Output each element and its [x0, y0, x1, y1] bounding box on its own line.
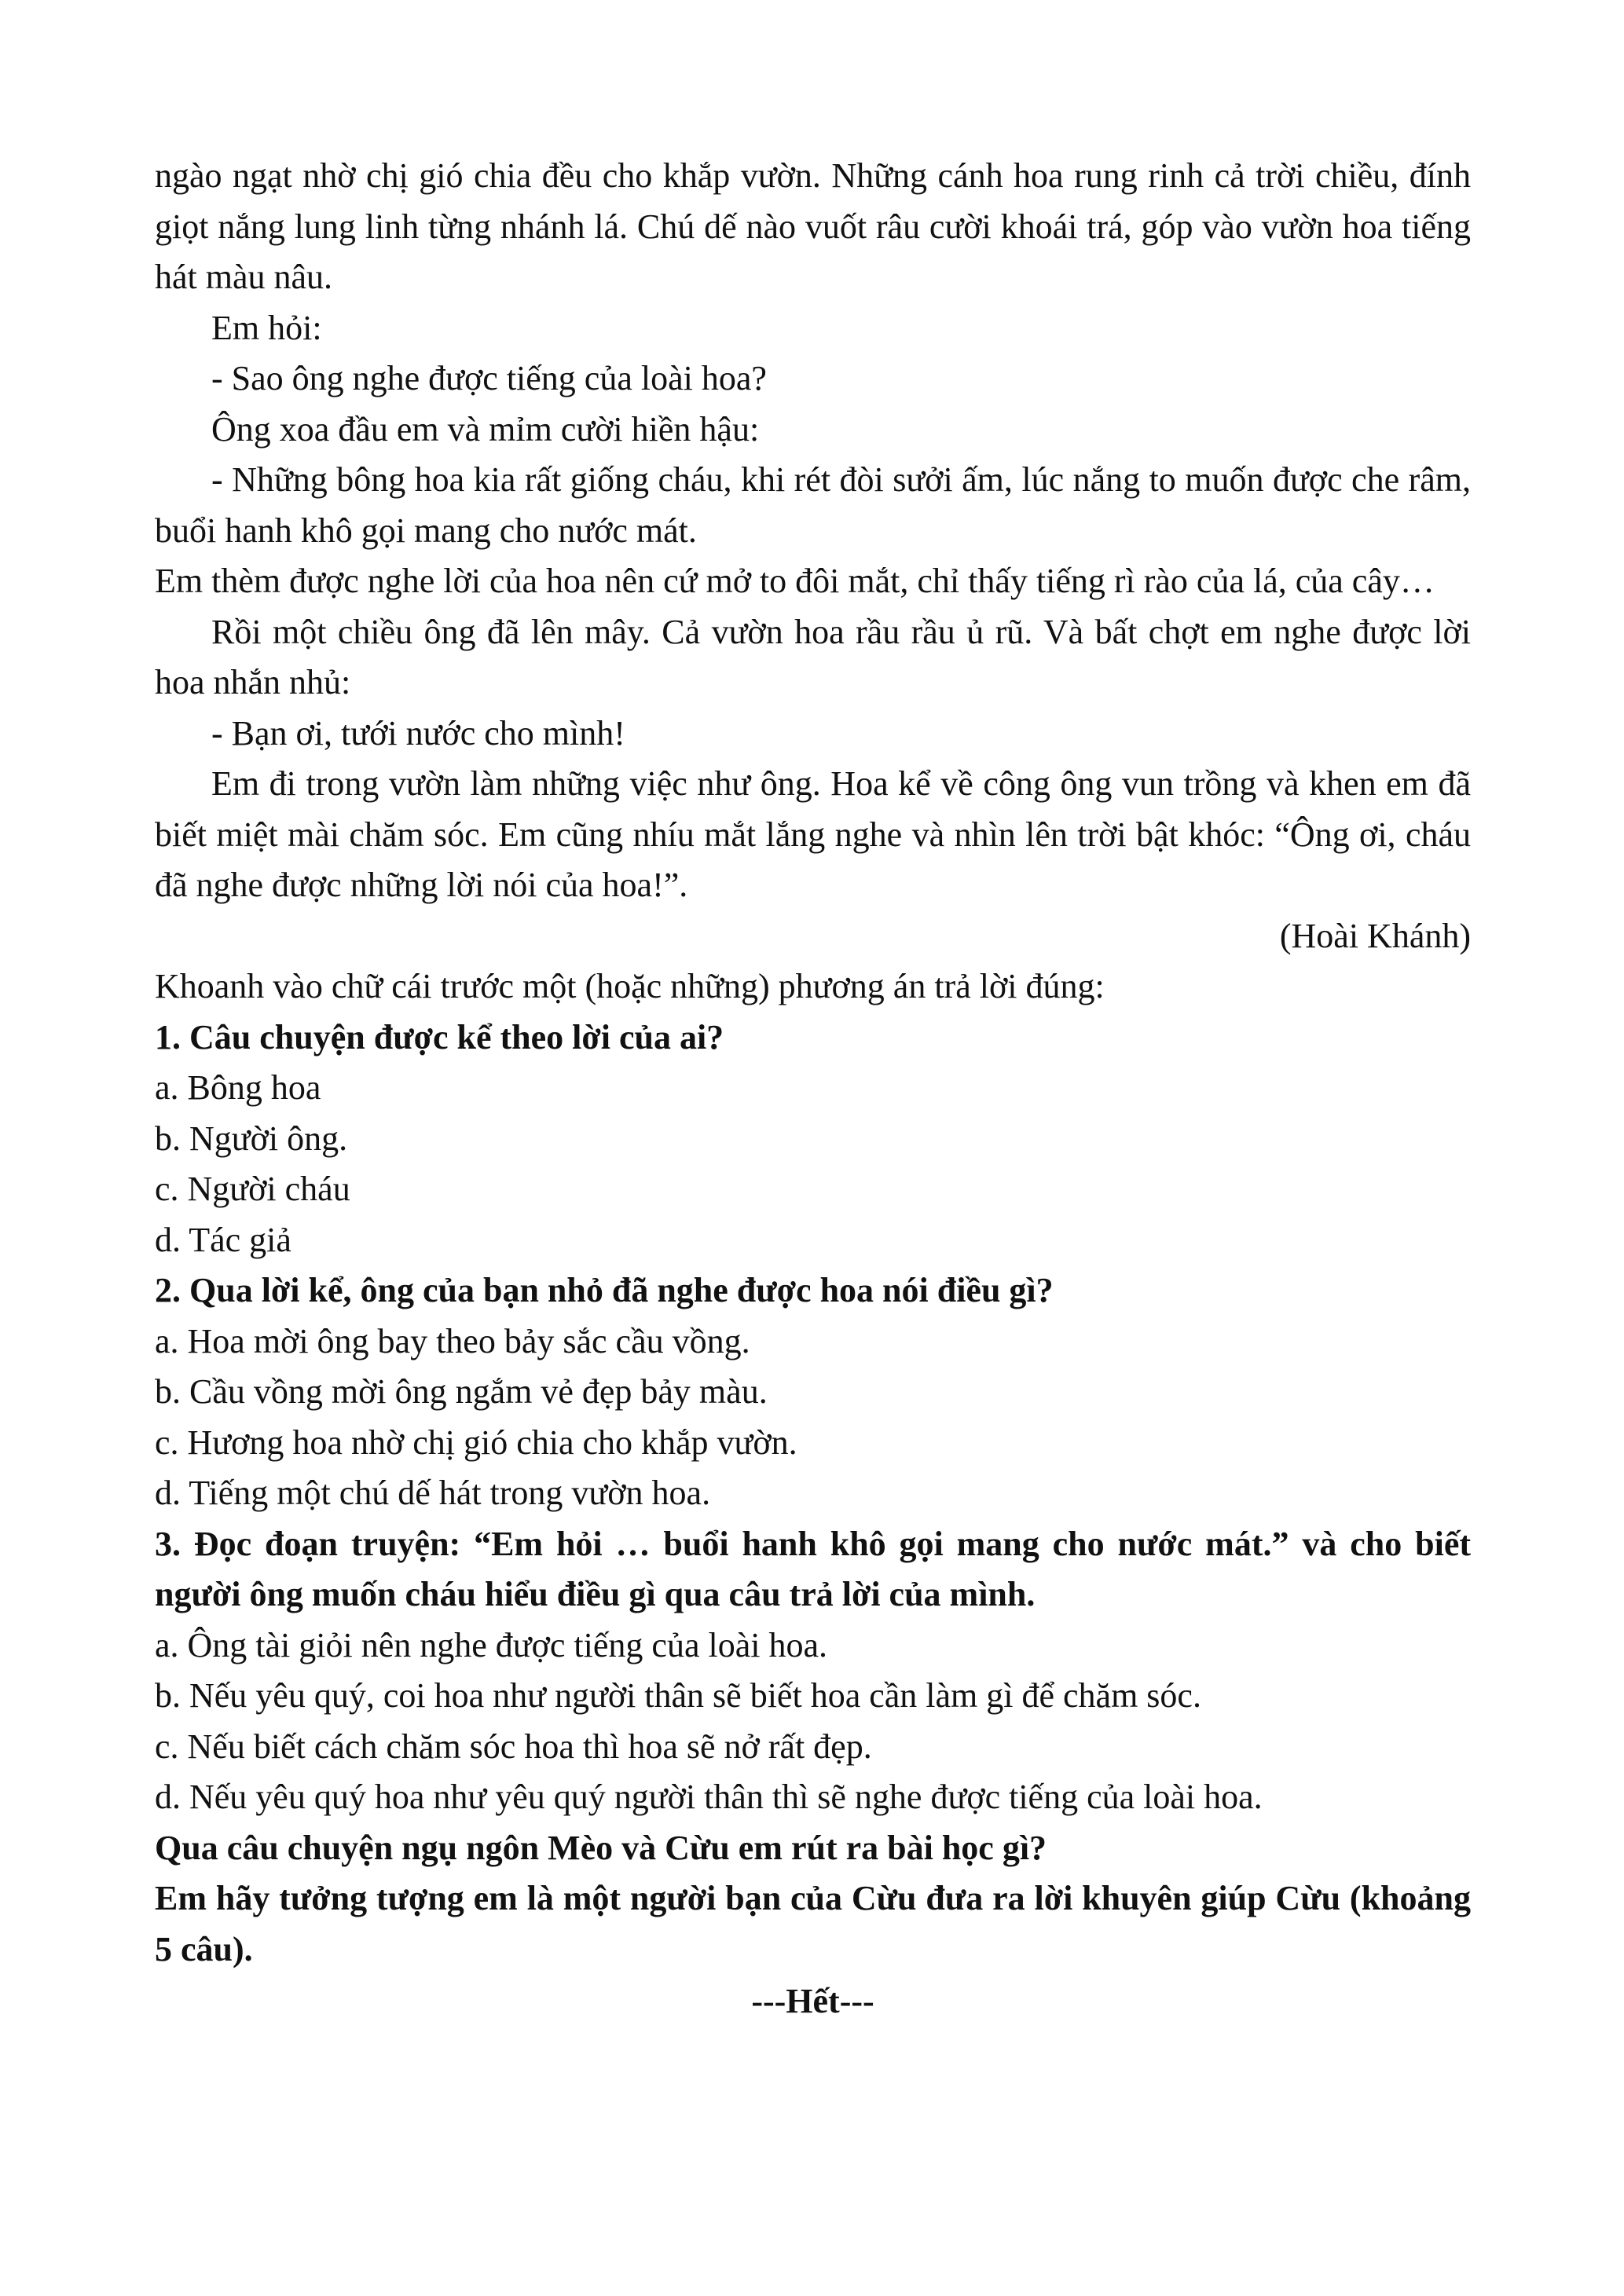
- story-paragraph: Em đi trong vườn làm những việc như ông. Hoa kể về công ông vun trồng và khen em đã biết miệt mài chăm sóc. Em cũng nhíu mắt lắng nghe và nhìn lên trời bật khóc: “Ông ơi, cháu đã nghe được những lời nói của hoa!”.: [155, 764, 1471, 904]
- answer-option: a. Bông hoa: [155, 1068, 321, 1107]
- answer-option: c. Hương hoa nhờ chị gió chia cho khắp vườn.: [155, 1423, 797, 1462]
- story-paragraph: Em thèm được nghe lời của hoa nên cứ mở to đôi mắt, chỉ thấy tiếng rì rào của lá, của cây…: [155, 562, 1435, 600]
- story-paragraph: - Sao ông nghe được tiếng của loài hoa?: [211, 359, 767, 397]
- question-title: 2. Qua lời kể, ông của bạn nhỏ đã nghe được hoa nói điều gì?: [155, 1271, 1054, 1309]
- answer-option: b. Cầu vồng mời ông ngắm vẻ đẹp bảy màu.: [155, 1372, 768, 1411]
- answer-option: c. Người cháu: [155, 1170, 350, 1208]
- story-paragraph: Em hỏi:: [211, 308, 322, 347]
- story-paragraph: Rồi một chiều ông đã lên mây. Cả vườn hoa rầu rầu ủ rũ. Và bất chợt em nghe được lời hoa nhắn nhủ:: [155, 612, 1471, 701]
- instruction-text: Khoanh vào chữ cái trước một (hoặc những) phương án trả lời đúng:: [155, 967, 1105, 1005]
- answer-option: d. Tác giả: [155, 1220, 291, 1259]
- story-paragraph: - Bạn ơi, tưới nước cho mình!: [211, 713, 625, 753]
- author-credit: (Hoài Khánh): [1279, 916, 1471, 955]
- document-body: [155, 151, 1471, 2027]
- answer-option: d. Tiếng một chú dế hát trong vườn hoa.: [155, 1474, 711, 1512]
- answer-option: c. Nếu biết cách chăm sóc hoa thì hoa sẽ nở rất đẹp.: [155, 1727, 872, 1766]
- writing-question: Em hãy tưởng tượng em là một người bạn của Cừu đưa ra lời khuyên giúp Cừu (khoảng 5 câu).: [155, 1879, 1471, 1968]
- answer-option: a. Hoa mời ông bay theo bảy sắc cầu vồng.: [155, 1321, 750, 1360]
- end-marker: ---Hết---: [751, 1982, 874, 2020]
- answer-option: d. Nếu yêu quý hoa như yêu quý người thân thì sẽ nghe được tiếng của loài hoa.: [155, 1778, 1263, 1816]
- question-title: 3. Đọc đoạn truyện: “Em hỏi … buổi hanh khô gọi mang cho nước mát.” và cho biết người ông muốn cháu hiểu điều gì qua câu trả lời của mình.: [155, 1524, 1471, 1613]
- story-paragraph: ngào ngạt nhờ chị gió chia đều cho khắp vườn. Những cánh hoa rung rinh cả trời chiều, đính giọt nắng lung linh từng nhánh lá. Chú dế nào vuốt râu cười khoái trá, góp vào vườn hoa tiếng hát màu nâu.: [155, 156, 1471, 296]
- question-title: 1. Câu chuyện được kể theo lời của ai?: [155, 1017, 724, 1056]
- answer-option: b. Người ông.: [155, 1119, 348, 1158]
- writing-question: Qua câu chuyện ngụ ngôn Mèo và Cừu em rút ra bài học gì?: [155, 1828, 1047, 1867]
- answer-option: a. Ông tài giỏi nên nghe được tiếng của loài hoa.: [155, 1625, 827, 1664]
- answer-option: b. Nếu yêu quý, coi hoa như người thân sẽ biết hoa cần làm gì để chăm sóc.: [155, 1676, 1201, 1715]
- story-paragraph: Ông xoa đầu em và mỉm cười hiền hậu:: [211, 409, 760, 449]
- story-paragraph: - Những bông hoa kia rất giống cháu, khi rét đòi sưởi ấm, lúc nắng to muốn được che râm, buổi hanh khô gọi mang cho nước mát.: [155, 460, 1471, 550]
